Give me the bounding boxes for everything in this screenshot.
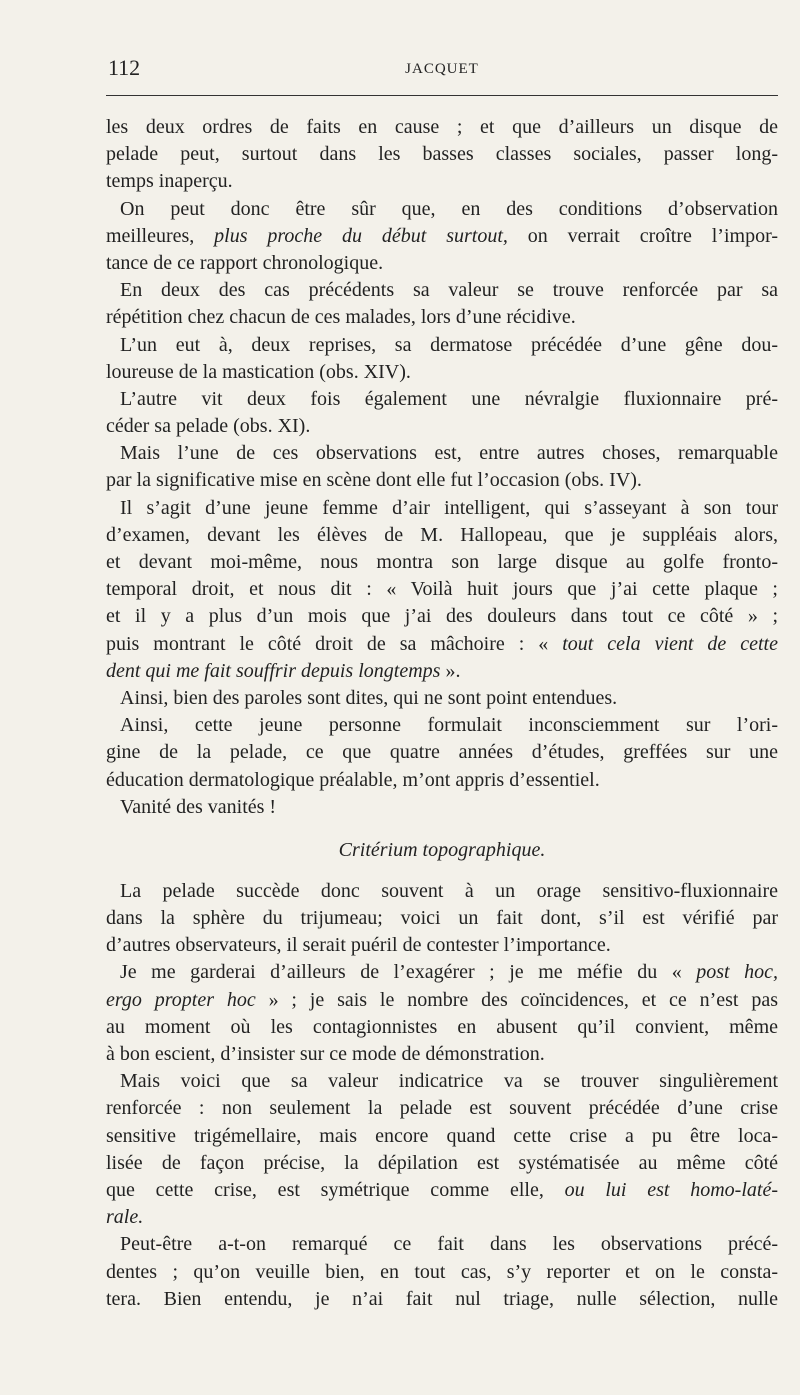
header-rule xyxy=(106,95,778,96)
page-number: 112 xyxy=(108,55,141,80)
text-line: d’autres observateurs, il serait puéril de contester l’importance. xyxy=(106,934,611,957)
text-line: Peut-être a-t-on remarqué ce fait dans les observations précé- xyxy=(120,1233,778,1256)
text-line xyxy=(106,1204,778,1231)
text-line: loureuse de la mastication (obs. XIV). xyxy=(106,360,411,383)
text-line: céder sa pelade (obs. XI). xyxy=(106,415,311,438)
text-line: Vanité des vanités ! xyxy=(120,795,277,818)
text-line: répétition chez chacun de ces malades, lors d’une récidive. xyxy=(106,306,576,329)
text-line: et il y a plus d’un mois que j’ai des douleurs dans tout ce côté » ; xyxy=(106,605,778,628)
text-line: par la significative mise en scène dont elle fut l’occasion (obs. IV). xyxy=(106,469,642,492)
text-line: que cette crise, est symétrique comme elle, ou lui est homo-laté- xyxy=(106,1178,778,1201)
emphasis: tout cela vient de cette xyxy=(562,632,778,655)
text-line: dentes ; qu’on veuille bien, en tout cas, s’y reporter et on le consta- xyxy=(106,1260,778,1283)
text-line: meilleures, plus proche du début surtout, on verrait croître l’impor- xyxy=(106,224,778,247)
text-line: La pelade succède donc souvent à un orage sensitivo-fluxionnaire xyxy=(120,879,778,902)
page-header xyxy=(106,55,778,91)
emphasis: plus proche du début surtout, xyxy=(214,224,508,247)
text-line: renforcée : non seulement la pelade est souvent précédée d’une crise xyxy=(106,1097,778,1120)
section-heading: Critérium topographique. xyxy=(338,838,546,861)
text-line: pelade peut, surtout dans les basses classes sociales, passer long- xyxy=(106,143,778,166)
text-line: Il s’agit d’une jeune femme d’air intelligent, qui s’asseyant à son tour xyxy=(120,496,778,519)
text-line: éducation dermatologique préalable, m’ont appris d’essentiel. xyxy=(106,768,600,791)
text-line: puis montrant le côté droit de sa mâchoire : « tout cela vient de cette xyxy=(106,632,778,655)
text-line: dans la sphère du trijumeau; voici un fait dont, s’il est vérifié par xyxy=(106,907,778,930)
emphasis: ou lui est homo-laté- xyxy=(564,1178,778,1201)
text-line: dent qui me fait souffrir depuis longtemps ». xyxy=(106,659,461,682)
text-line: Ainsi, cette jeune personne formulait inconsciemment sur l’ori- xyxy=(120,714,778,737)
emphasis: rale. xyxy=(106,1206,144,1229)
text-line: au moment où les contagionnistes en abusent qu’il convient, même xyxy=(106,1015,778,1038)
text-line: tance de ce rapport chronologique. xyxy=(106,251,384,274)
text-line: temps inaperçu. xyxy=(106,170,233,193)
text-line: On peut donc être sûr que, en des conditions d’observation xyxy=(120,197,778,220)
text-line: gine de la pelade, ce que quatre années d’études, greffées sur une xyxy=(106,741,778,764)
text-line: ergo propter hoc » ; je sais le nombre des coïncidences, et ce n’est pas xyxy=(106,988,778,1011)
text-line: et devant moi-même, nous montra son large disque au golfe fronto- xyxy=(106,551,778,573)
text-line: L’un eut à, deux reprises, sa dermatose précédée d’une gêne dou- xyxy=(120,333,778,356)
running-title: JACQUET xyxy=(405,61,479,77)
text-line: sensitive trigémellaire, mais encore quand cette crise a pu être loca- xyxy=(106,1124,778,1147)
text-line: Mais voici que sa valeur indicatrice va se trouver singulièrement xyxy=(120,1070,778,1093)
text-line: les deux ordres de faits en cause ; et que d’ailleurs un disque de xyxy=(106,116,778,138)
emphasis: ergo propter hoc xyxy=(106,988,256,1011)
text-line: Je me garderai d’ailleurs de l’exagérer ; je me méfie du « post hoc, xyxy=(120,961,778,984)
text-line: d’examen, devant les élèves de M. Hallopeau, que je suppléais alors, xyxy=(106,523,778,546)
emphasis: dent qui me fait souffrir depuis longtemps xyxy=(106,659,441,682)
emphasis: post hoc, xyxy=(696,961,778,984)
body-text xyxy=(106,114,778,1313)
text-line: tera. Bien entendu, je n’ai fait nul triage, nulle sélection, nulle xyxy=(106,1287,778,1310)
text-line: à bon escient, d’insister sur ce mode de démonstration. xyxy=(106,1043,545,1065)
text-line: En deux des cas précédents sa valeur se trouve renforcée par sa xyxy=(120,279,778,302)
text-line: temporal droit, et nous dit : « Voilà huit jours que j’ai cette plaque ; xyxy=(106,578,778,601)
text-line: Mais l’une de ces observations est, entre autres choses, remarquable xyxy=(120,442,778,465)
text-line: lisée de façon précise, la dépilation est systématisée au même côté xyxy=(106,1151,778,1174)
text-line: L’autre vit deux fois également une névralgie fluxionnaire pré- xyxy=(120,387,778,410)
text-line: Ainsi, bien des paroles sont dites, qui ne sont point entendues. xyxy=(120,686,618,709)
